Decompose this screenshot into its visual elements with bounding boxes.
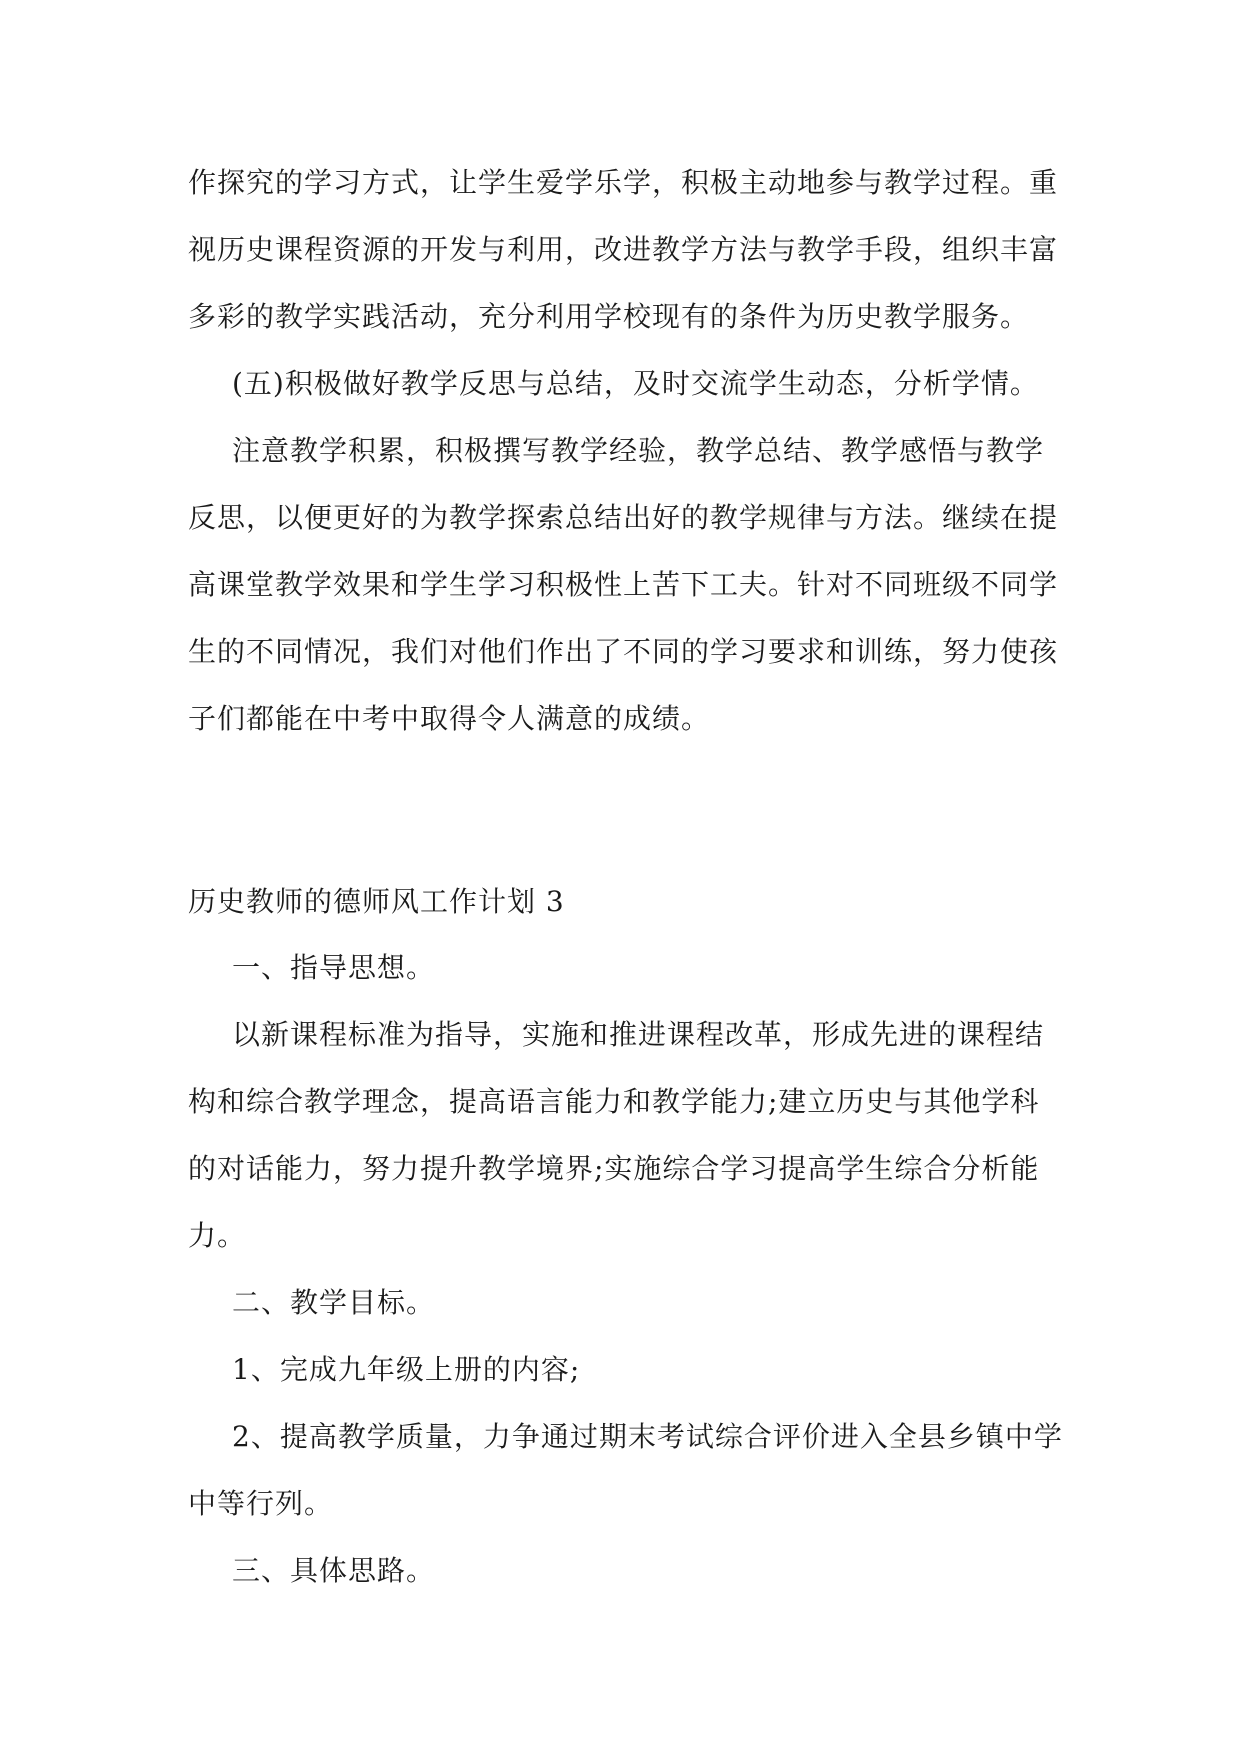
paragraph-line: 作探究的学习方式，让学生爱学乐学，积极主动地参与教学过程。重 — [188, 166, 1059, 199]
paragraph-line: 中等行列。 — [188, 1487, 334, 1520]
paragraph-line: 生的不同情况，我们对他们作出了不同的学习要求和训练，努力使孩 — [188, 635, 1059, 668]
list-item: 1、完成九年级上册的内容; — [232, 1353, 581, 1386]
paragraph-line: 多彩的教学实践活动，充分利用学校现有的条件为历史教学服务。 — [188, 300, 1030, 333]
paragraph-line: 的对话能力，努力提升教学境界;实施综合学习提高学生综合分析能 — [188, 1152, 1040, 1185]
paragraph-line: 高课堂教学效果和学生学习积极性上苦下工夫。针对不同班级不同学 — [188, 568, 1059, 601]
section-heading: (五)积极做好教学反思与总结，及时交流学生动态，分析学情。 — [232, 367, 1039, 400]
paragraph-line: 反思，以便更好的为教学探索总结出好的教学规律与方法。继续在提 — [188, 501, 1059, 534]
section-heading: 一、指导思想。 — [232, 951, 436, 984]
paragraph-line: 构和综合教学理念，提高语言能力和教学能力;建立历史与其他学科 — [188, 1085, 1040, 1118]
paragraph-line: 子们都能在中考中取得令人满意的成绩。 — [188, 702, 711, 735]
section-heading: 二、教学目标。 — [232, 1286, 436, 1319]
list-item: 2、提高教学质量，力争通过期末考试综合评价进入全县乡镇中学 — [232, 1420, 1063, 1453]
paragraph-line: 视历史课程资源的开发与利用，改进教学方法与教学手段，组织丰富 — [188, 233, 1059, 266]
document-title: 历史教师的德师风工作计划 3 — [188, 885, 565, 918]
paragraph-line: 以新课程标准为指导，实施和推进课程改革，形成先进的课程结 — [232, 1018, 1045, 1051]
section-heading: 三、具体思路。 — [232, 1554, 436, 1587]
paragraph-line: 注意教学积累，积极撰写教学经验，教学总结、教学感悟与教学 — [232, 434, 1045, 467]
paragraph-line: 力。 — [188, 1219, 247, 1252]
